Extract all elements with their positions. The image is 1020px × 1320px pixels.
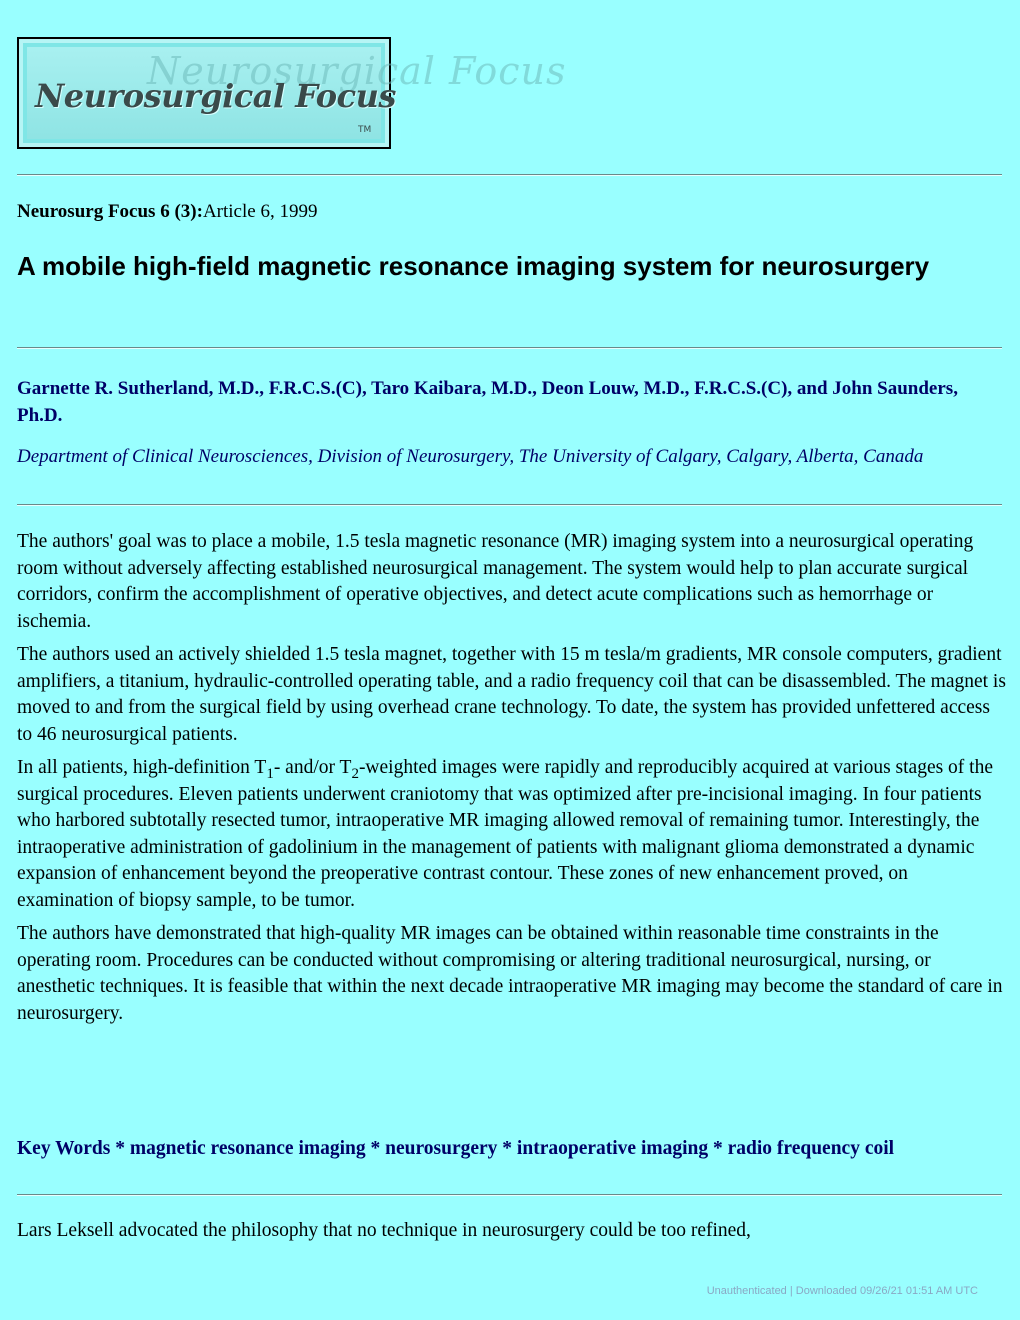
- abstract-paragraph: The authors have demonstrated that high-quality MR images can be obtained within reasonable time constraints in the operating room. Procedures can be conducted without compromising or altering traditional neurosurgical, nursing, or anesthetic techniques. It is feasible that within the next decade intraoperative MR imaging may become the standard of care in neurosurgery.: [17, 923, 1003, 1024]
- keywords: Key Words * magnetic resonance imaging * neurosurgery * intraoperative imaging * radio frequency coil: [17, 1138, 895, 1159]
- logo-ghost-text: Neurosurgical Focus: [147, 49, 567, 93]
- logo-image: [27, 47, 567, 139]
- abstract-paragraph: The authors used an actively shielded 1.5 tesla magnet, together with 15 m tesla/m gradients, MR console computers, gradient amplifiers, a titanium, hydraulic-controlled operating table, and a radio frequency coil that can be disassembled. The magnet is moved to and from the surgical field by using overhead crane technology. To date, the system has provided unfettered access to 46 neurosurgical patients.: [17, 644, 1006, 745]
- text-run: In all patients, high-definition T: [17, 757, 267, 778]
- citation-article: Article 6, 1999: [202, 201, 318, 222]
- text-run: -weighted images were rapidly and reproducibly acquired at various stages of the surgical procedures. Eleven patients underwent craniotomy that was optimized after pre-incisional imaging. In four patients who harbored subtotally resected tumor, intraoperative MR imaging allowed removal of remaining tumor. Interestingly, the intraoperative administration of gadolinium in the management of patients with malignant glioma demonstrated a dynamic expansion of enhancement beyond the preoperative contrast contour. These zones of new enhancement proved, on examination of biopsy sample, to be tumor.: [17, 757, 994, 911]
- abstract: [17, 529, 1009, 1034]
- subscript: 2: [351, 766, 359, 782]
- logo-text: Neurosurgical Focus: [35, 77, 396, 115]
- divider: [17, 174, 1002, 176]
- affiliation: Department of Clinical Neurosciences, Division of Neurosurgery, The University of Calgary, Calgary, Alberta, Canada: [17, 446, 924, 467]
- citation-journal: Neurosurg Focus 6 (3):: [17, 201, 203, 222]
- divider: [17, 347, 1002, 349]
- download-footer: Unauthenticated | Downloaded 09/26/21 01:51 AM UTC: [706, 1285, 978, 1297]
- authors: Garnette R. Sutherland, M.D., F.R.C.S.(C), Taro Kaibara, M.D., Deon Louw, M.D., F.R.C.S.(C), and John Saunders, Ph.D.: [17, 378, 958, 426]
- journal-logo: [17, 37, 567, 149]
- body-paragraph: Lars Leksell advocated the philosophy that no technique in neurosurgery could be too refined,: [17, 1220, 751, 1241]
- logo-trademark: TM: [358, 125, 372, 135]
- divider: [17, 1194, 1002, 1196]
- citation: [17, 201, 317, 223]
- abstract-paragraph: The authors' goal was to place a mobile, 1.5 tesla magnetic resonance (MR) imaging system into a neurosurgical operating room without adversely affecting established neurosurgical management. The system would help to plan accurate surgical corridors, confirm the accomplishment of operative objectives, and detect acute complications such as hemorrhage or ischemia.: [17, 531, 974, 632]
- abstract-paragraph: [17, 755, 1009, 914]
- divider: [17, 504, 1002, 506]
- subscript: 1: [266, 766, 274, 782]
- article-title: A mobile high-field magnetic resonance imaging system for neurosurgery: [17, 251, 930, 281]
- text-run: - and/or T: [273, 757, 352, 778]
